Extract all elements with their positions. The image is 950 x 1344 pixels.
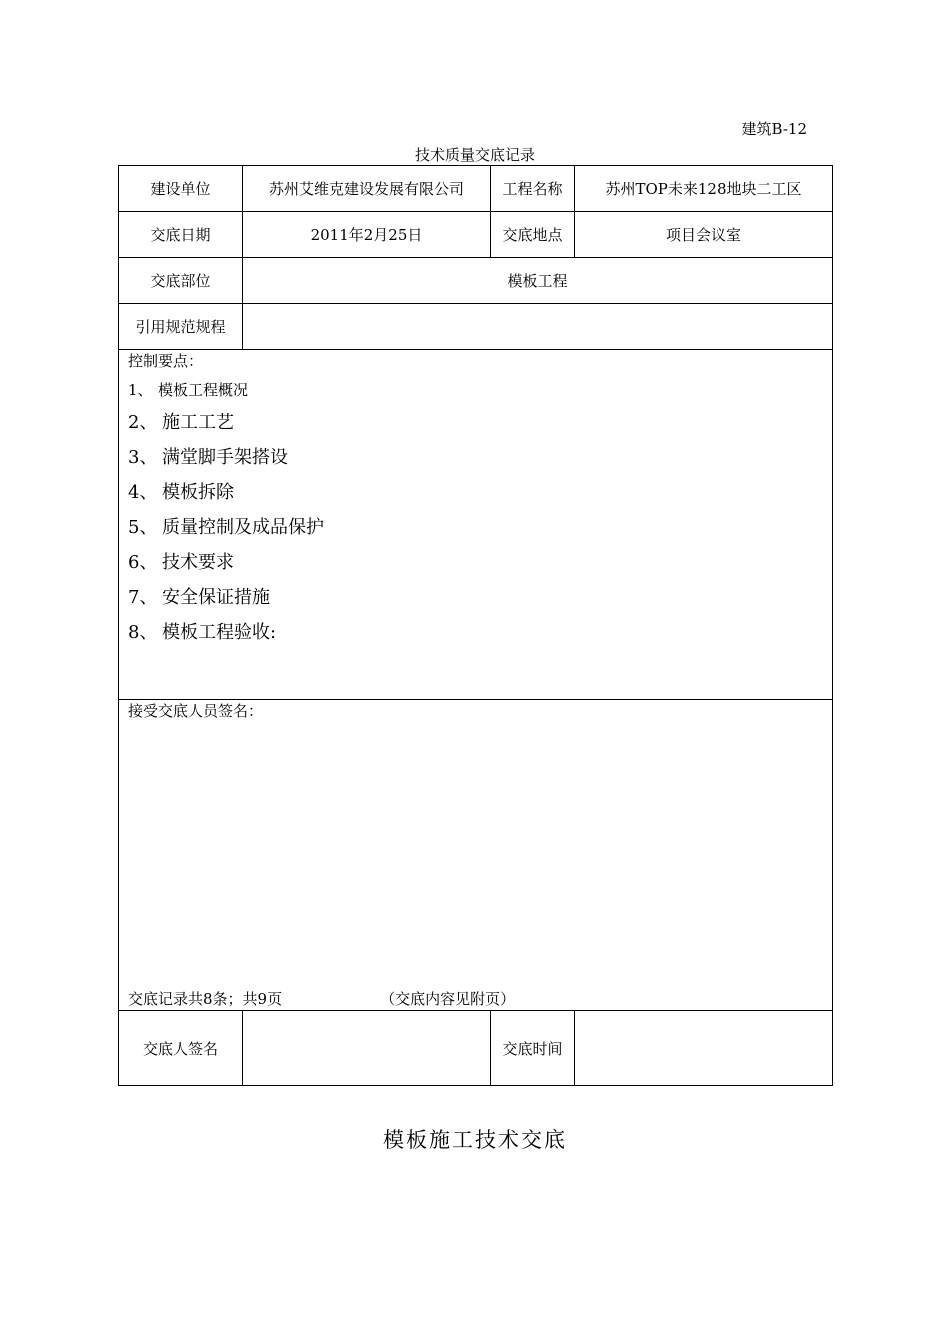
control-item-number: 3、 [128,447,158,468]
control-item-text: 满堂脚手架搭设 [162,447,288,468]
date-label: 交底日期 [119,212,243,258]
spec-label: 引用规范规程 [119,304,243,350]
record-table [118,165,833,1086]
document-title: 技术质量交底记录 [414,146,535,164]
control-item-number: 2、 [128,412,158,433]
signer-label: 交底人签名 [119,1011,243,1086]
control-item [128,551,832,575]
record-summary [128,989,515,1009]
control-item [128,481,832,505]
table-row-signer [119,1011,833,1086]
control-item-text: 质量控制及成品保护 [162,517,324,538]
place-label: 交底地点 [491,212,575,258]
date-value: 2011年2月25日 [243,212,491,258]
control-item [128,516,832,540]
place-value: 项目会议室 [575,212,833,258]
control-item [128,380,832,400]
control-item-text: 技术要求 [162,552,234,573]
record-count: 交底记录共8条；共9页 [128,990,283,1008]
control-item-number: 8、 [128,622,158,643]
time-label: 交底时间 [491,1011,575,1086]
control-item-text: 安全保证措施 [162,587,270,608]
table-row-unit [119,166,833,212]
document-code: 建筑B-12 [741,120,807,138]
record-note: （交底内容见附页） [380,990,516,1008]
project-value: 苏州TOP未来128地块二工区 [575,166,833,212]
table-row-spec [119,304,833,350]
control-item-number: 6、 [128,552,158,573]
part-value: 模板工程 [243,258,833,304]
table-row-date [119,212,833,258]
control-item [128,411,832,435]
control-points-cell [119,350,833,700]
control-item-text: 模板拆除 [162,482,234,503]
section-title: 模板施工技术交底 [383,1128,567,1152]
signer-value [243,1011,491,1086]
unit-label: 建设单位 [119,166,243,212]
control-item-number: 4、 [128,482,158,503]
recipient-signatures-cell [119,700,833,1011]
spec-value [243,304,833,350]
control-item-number: 7、 [128,587,158,608]
control-item [128,446,832,470]
table-row-part [119,258,833,304]
control-item-number: 1、 [128,381,153,399]
table-row-control [119,350,833,700]
control-heading: 控制要点： [128,352,204,370]
part-label: 交底部位 [119,258,243,304]
control-item-text: 模板工程概况 [158,381,249,399]
control-item-text: 模板工程验收: [162,622,277,643]
project-label: 工程名称 [491,166,575,212]
control-item [128,621,832,645]
table-row-signatures [119,700,833,1011]
control-item [128,586,832,610]
control-item-number: 5、 [128,517,158,538]
time-value [575,1011,833,1086]
control-item-text: 施工工艺 [162,412,234,433]
signatures-heading: 接受交底人员签名： [128,702,264,720]
unit-value: 苏州艾维克建设发展有限公司 [243,166,491,212]
